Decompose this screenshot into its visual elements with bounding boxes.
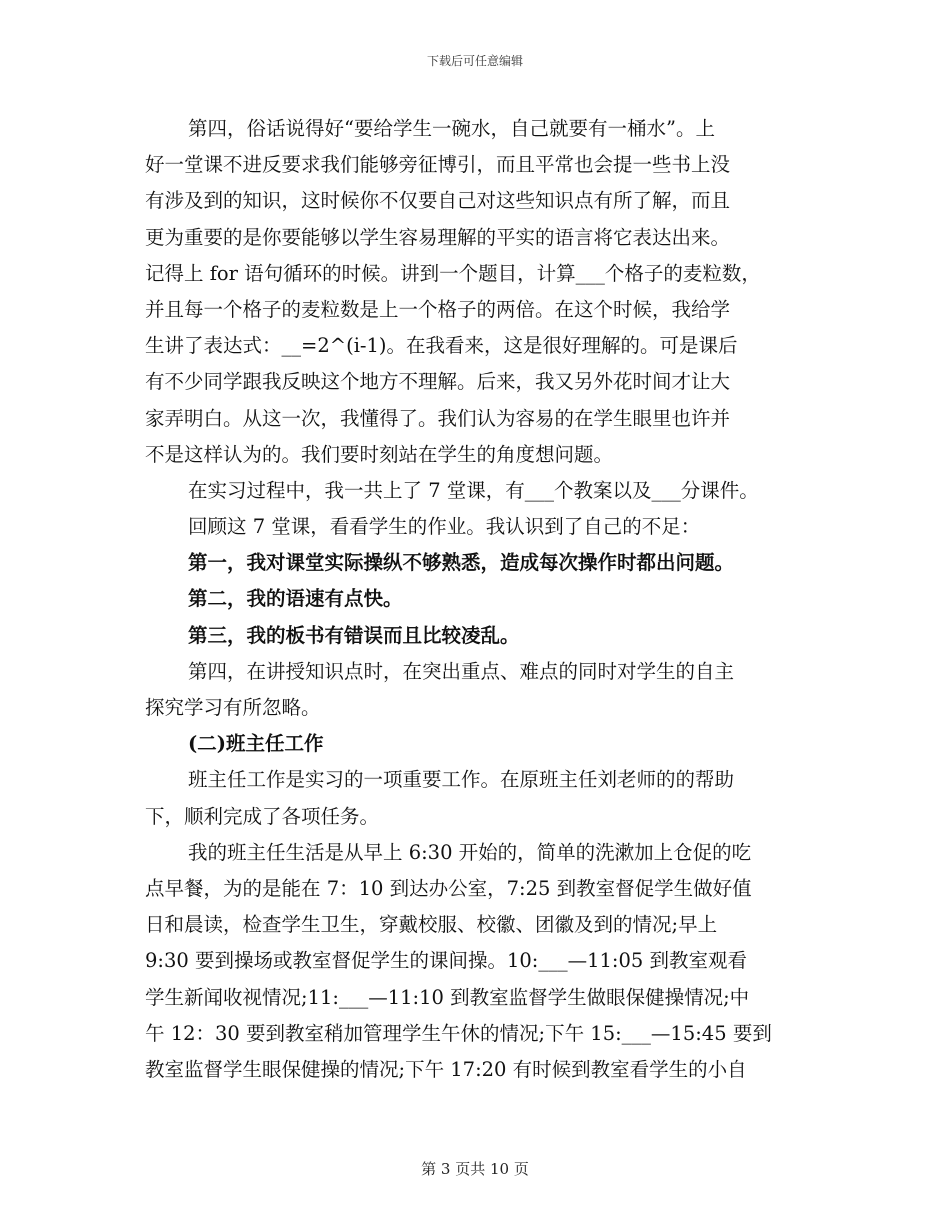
paragraph-line: 更为重要的是你要能够以学生容易理解的平实的语言将它表达出来。: [145, 225, 731, 249]
paragraph-line: 在实习过程中，我一共上了 7 堂课，有___个教案以及___分课件。: [188, 478, 759, 502]
paragraph-line: 9:30 要到操场或教室督促学生的课间操。10:___—11:05 到教室观看: [145, 949, 748, 973]
paragraph-line: 第四，俗话说得好“要给学生一碗水，自己就要有一桶水”。上: [188, 117, 715, 140]
paragraph-line: 学生新闻收视情况;11:___—11:10 到教室监督学生做眼保健操情况;中: [145, 985, 750, 1009]
paragraph-line: 生讲了表达式：__=2^(i-1)。在我看来，这是很好理解的。可是课后: [145, 334, 738, 358]
paragraph-line: 并且每一个格子的麦粒数是上一个格子的两倍。在这个时候，我给学: [145, 297, 731, 321]
paragraph-line: 回顾这 7 堂课，看看学生的作业。我认识到了自己的不足：: [188, 515, 701, 539]
paragraph-line: 日和晨读，检查学生卫生，穿戴校服、校徽、团徽及到的情况;早上: [145, 913, 718, 937]
paragraph-line: 好一堂课不进反要求我们能够旁征博引，而且平常也会提一些书上没: [145, 153, 731, 177]
paragraph-line: 下，顺利完成了各项任务。: [145, 804, 380, 828]
paragraph-line: 第四，在讲授知识点时，在突出重点、难点的同时对学生的自主: [188, 659, 735, 683]
bold-list-item: 第一，我对课堂实际操纵不够熟悉，造成每次操作时都出问题。: [188, 551, 735, 575]
paragraph-line: 我的班主任生活是从早上 6:30 开始的，简单的洗漱加上仓促的吃: [188, 840, 752, 864]
paragraph-line: 不是这样认为的。我们要时刻站在学生的角度想问题。: [145, 442, 614, 466]
paragraph-line: 有涉及到的知识，这时候你不仅要自己对这些知识点有所了解，而且: [145, 189, 731, 213]
paragraph-line: 记得上 for 语句循环的时候。讲到一个题目，计算___个格子的麦粒数，: [145, 261, 761, 285]
document-body: [145, 111, 810, 1088]
paragraph-line: 家弄明白。从这一次，我懂得了。我们认为容易的在学生眼里也许并: [145, 406, 731, 430]
paragraph-line: 有不少同学跟我反映这个地方不理解。后来，我又另外花时间才让大: [145, 370, 731, 394]
page-header: 下载后可任意编辑: [426, 54, 523, 68]
paragraph-line: 班主任工作是实习的一项重要工作。在原班主任刘老师的的帮助: [188, 768, 735, 792]
paragraph-line: 教室监督学生眼保健操的情况;下午 17:20 有时候到教室看学生的小自: [145, 1057, 747, 1081]
paragraph-line: 探究学习有所忽略。: [145, 696, 321, 719]
section-heading: (二)班主任工作: [188, 732, 324, 756]
page-footer: 第 3 页共 10 页: [421, 1160, 529, 1178]
paragraph-line: 点早餐，为的是能在 7：10 到达办公室，7:25 到教室督促学生做好值: [145, 876, 752, 900]
bold-list-item: 第二，我的语速有点快。: [188, 587, 403, 611]
paragraph-line: 午 12：30 要到教室稍加管理学生午休的情况;下午 15:___—15:45 要到: [145, 1021, 772, 1045]
bold-list-item: 第三，我的板书有错误而且比较凌乱。: [188, 623, 520, 647]
